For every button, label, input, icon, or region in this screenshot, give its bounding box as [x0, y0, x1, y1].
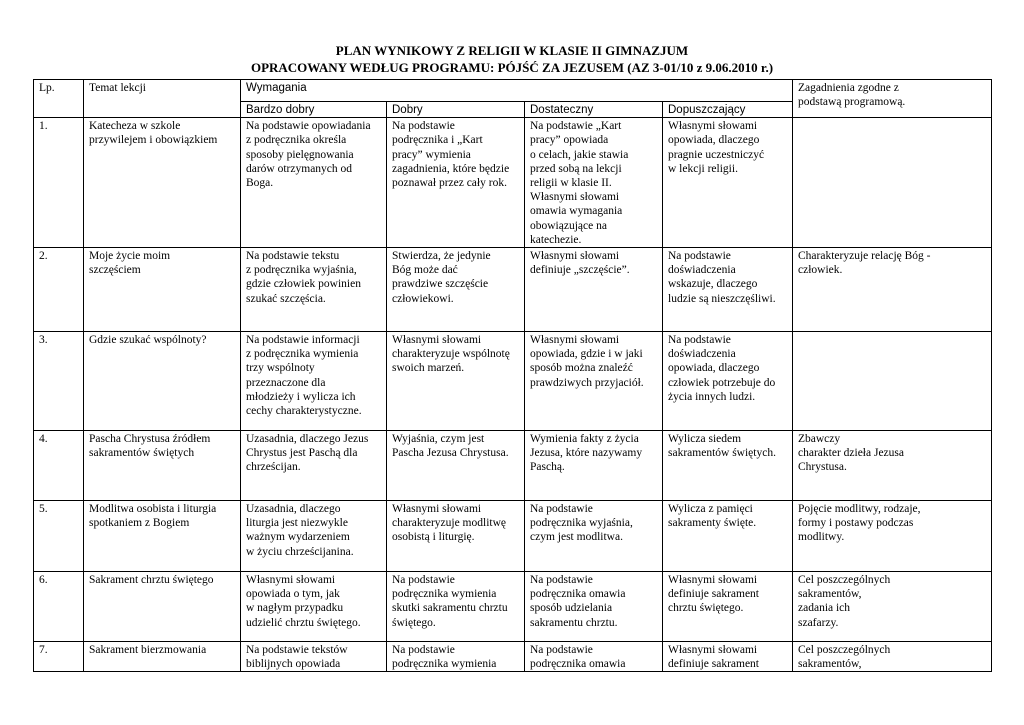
lesson-topic: Pascha Chrystusa źródłem sakramentów świętych — [84, 431, 241, 501]
row-number: 6. — [34, 572, 84, 642]
req-very-good: Na podstawie tekstu z podręcznika wyjaśnia, gdzie człowiek powinien szukać szczęścia. — [241, 248, 387, 332]
header-level-very-good: Bardzo dobry — [241, 102, 387, 118]
row-number: 2. — [34, 248, 84, 332]
header-lp: Lp. — [34, 80, 84, 118]
core-curriculum — [793, 332, 992, 431]
req-sufficient: Na podstawie podręcznika omawia sposób udzielania sakramentu chrztu. — [525, 572, 663, 642]
req-good: Na podstawie podręcznika wymienia skutki sakramentu chrztu świętego. — [387, 572, 525, 642]
row-number: 5. — [34, 501, 84, 572]
table-row — [34, 501, 992, 572]
document-title — [0, 42, 1024, 76]
req-very-good: Uzasadnia, dlaczego liturgia jest niezwykle ważnym wydarzeniem w życiu chrześcijanina. — [241, 501, 387, 572]
req-sufficient: Wymienia fakty z życia Jezusa, które nazywamy Paschą. — [525, 431, 663, 501]
req-very-good: Na podstawie informacji z podręcznika wymienia trzy wspólnoty przeznaczone dla młodzieży i wylicza ich cechy charakterystyczne. — [241, 332, 387, 431]
req-good: Na podstawie podręcznika i „Kart pracy” wymienia zagadnienia, które będzie poznawał przez cały rok. — [387, 118, 525, 248]
req-sufficient: Na podstawie podręcznika wyjaśnia, czym jest modlitwa. — [525, 501, 663, 572]
header-level-sufficient: Dostateczny — [525, 102, 663, 118]
lesson-topic: Sakrament bierzmowania — [84, 642, 241, 672]
req-passing: Na podstawie doświadczenia wskazuje, dlaczego ludzie są nieszczęśliwi. — [663, 248, 793, 332]
req-very-good: Na podstawie opowiadania z podręcznika określa sposoby pielęgnowania darów otrzymanych od Boga. — [241, 118, 387, 248]
core-curriculum: Pojęcie modlitwy, rodzaje, formy i postawy podczas modlitwy. — [793, 501, 992, 572]
req-very-good: Własnymi słowami opowiada o tym, jak w nagłym przypadku udzielić chrztu świętego. — [241, 572, 387, 642]
core-curriculum — [793, 118, 992, 248]
header-core-curriculum: Zagadnienia zgodne z podstawą programową. — [793, 80, 992, 118]
table-row — [34, 642, 992, 672]
req-sufficient: Na podstawie „Kart pracy” opowiada o celach, jakie stawia przed sobą na lekcji religii w klasie II. Własnymi słowami omawia wymagania obowiązujące na katechezie. — [525, 118, 663, 248]
header-level-good: Dobry — [387, 102, 525, 118]
req-very-good: Na podstawie tekstów biblijnych opowiada — [241, 642, 387, 672]
req-passing: Wylicza z pamięci sakramenty święte. — [663, 501, 793, 572]
row-number: 7. — [34, 642, 84, 672]
title-line-2: OPRACOWANY WEDŁUG PROGRAMU: PÓJŚĆ ZA JEZUSEM (AZ 3-01/10 z 9.06.2010 r.) — [250, 60, 774, 75]
core-curriculum: Zbawczy charakter dzieła Jezusa Chrystusa. — [793, 431, 992, 501]
title-line-1: PLAN WYNIKOWY Z RELIGII W KLASIE II GIMNAZJUM — [335, 43, 689, 58]
plan-table — [33, 79, 992, 672]
core-curriculum: Cel poszczególnych sakramentów, — [793, 642, 992, 672]
lesson-topic: Gdzie szukać wspólnoty? — [84, 332, 241, 431]
table-row — [34, 118, 992, 248]
header-topic: Temat lekcji — [84, 80, 241, 118]
req-very-good: Uzasadnia, dlaczego Jezus Chrystus jest Paschą dla chrześcijan. — [241, 431, 387, 501]
req-passing: Własnymi słowami opowiada, dlaczego pragnie uczestniczyć w lekcji religii. — [663, 118, 793, 248]
req-good: Własnymi słowami charakteryzuje wspólnotę swoich marzeń. — [387, 332, 525, 431]
req-sufficient: Na podstawie podręcznika omawia — [525, 642, 663, 672]
req-passing: Własnymi słowami definiuje sakrament chrztu świętego. — [663, 572, 793, 642]
table-row — [34, 248, 992, 332]
core-curriculum: Charakteryzuje relację Bóg - człowiek. — [793, 248, 992, 332]
lesson-topic: Sakrament chrztu świętego — [84, 572, 241, 642]
core-curriculum: Cel poszczególnych sakramentów, zadania ich szafarzy. — [793, 572, 992, 642]
req-good: Wyjaśnia, czym jest Pascha Jezusa Chrystusa. — [387, 431, 525, 501]
table-row — [34, 431, 992, 501]
header-level-passing: Dopuszczający — [663, 102, 793, 118]
lesson-topic: Modlitwa osobista i liturgia spotkaniem z Bogiem — [84, 501, 241, 572]
req-passing: Własnymi słowami definiuje sakrament — [663, 642, 793, 672]
req-good: Stwierdza, że jedynie Bóg może dać prawdziwe szczęście człowiekowi. — [387, 248, 525, 332]
row-number: 3. — [34, 332, 84, 431]
row-number: 1. — [34, 118, 84, 248]
table-row — [34, 572, 992, 642]
req-passing: Na podstawie doświadczenia opowiada, dlaczego człowiek potrzebuje do życia innych ludzi. — [663, 332, 793, 431]
req-sufficient: Własnymi słowami opowiada, gdzie i w jaki sposób można znaleźć prawdziwych przyjaciół. — [525, 332, 663, 431]
req-good: Na podstawie podręcznika wymienia — [387, 642, 525, 672]
lesson-topic: Katecheza w szkole przywilejem i obowiązkiem — [84, 118, 241, 248]
lesson-topic: Moje życie moim szczęściem — [84, 248, 241, 332]
req-passing: Wylicza siedem sakramentów świętych. — [663, 431, 793, 501]
row-number: 4. — [34, 431, 84, 501]
req-sufficient: Własnymi słowami definiuje „szczęście”. — [525, 248, 663, 332]
req-good: Własnymi słowami charakteryzuje modlitwę osobistą i liturgię. — [387, 501, 525, 572]
table-row — [34, 332, 992, 431]
header-requirements: Wymagania — [241, 80, 793, 102]
